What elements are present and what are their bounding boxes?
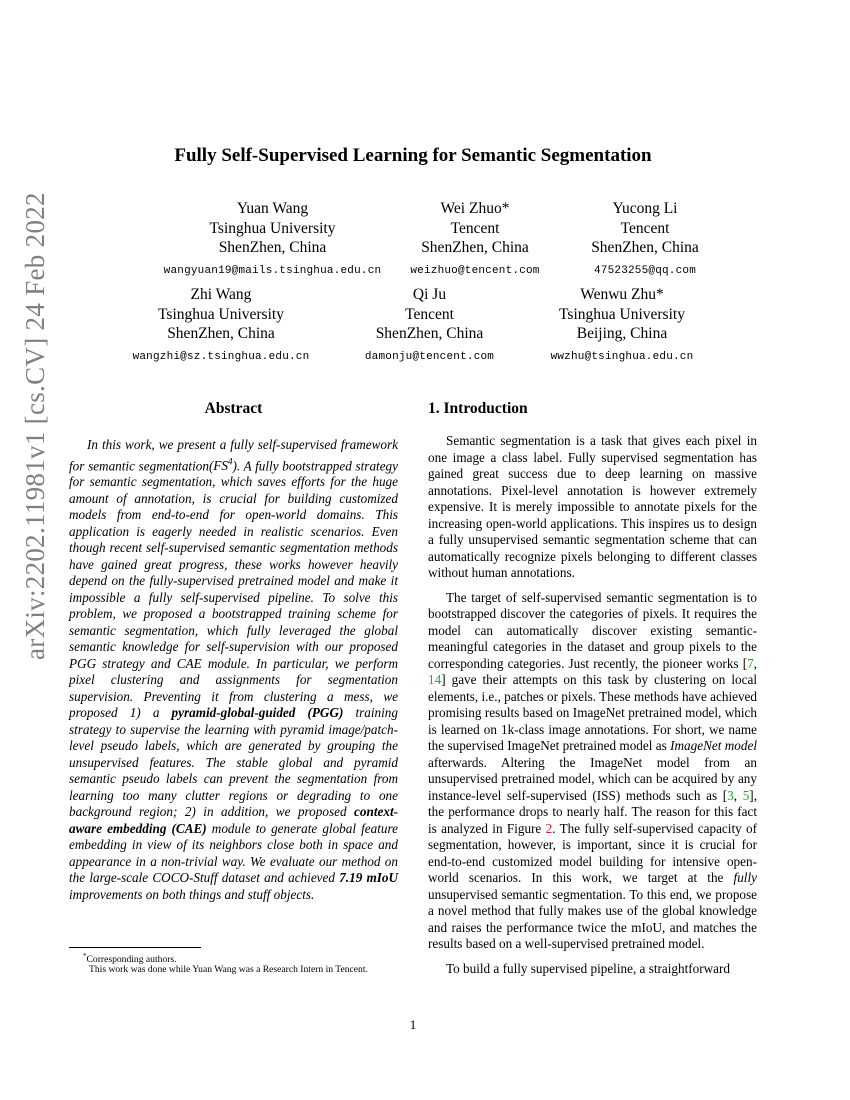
cae-term: context-aware embedding (CAE) — [69, 804, 398, 836]
author-affiliation: Tsinghua University — [559, 305, 685, 323]
citation-link[interactable]: 14 — [428, 672, 442, 687]
arxiv-identifier: arXiv:2202.11981v1 [cs.CV] 24 Feb 2022 — [20, 192, 50, 660]
author-name: Wei Zhuo* — [440, 200, 510, 217]
introduction-heading: 1. Introduction — [428, 400, 528, 417]
author-email[interactable]: 47523255@qq.com — [593, 264, 697, 277]
citation-link[interactable]: 3 — [727, 787, 734, 803]
author-email[interactable]: wangyuan19@mails.tsinghua.edu.cn — [163, 264, 382, 277]
author-location: ShenZhen, China — [218, 239, 327, 256]
author-location: ShenZhen, China — [421, 239, 529, 256]
author-name: Yuan Wang — [236, 200, 309, 217]
author-affiliation: Tsinghua University — [158, 305, 284, 323]
author-location: ShenZhen, China — [591, 239, 699, 256]
citation-link[interactable]: 7 — [747, 655, 754, 671]
author-email[interactable]: damonju@tencent.com — [364, 350, 495, 363]
author-block — [100, 285, 342, 367]
author-block — [570, 199, 720, 281]
citation-link[interactable]: 5 — [742, 787, 750, 803]
author-block — [527, 285, 717, 367]
author-name: Qi Ju — [412, 286, 447, 303]
intro-paragraph: To build a fully supervised pipeline, a straightforward — [446, 960, 731, 976]
fs4-math: $FS^4$ — [213, 456, 233, 473]
miou-result: 7.19 mIoU — [339, 870, 399, 886]
author-block — [342, 285, 517, 367]
author-block — [380, 199, 570, 281]
author-affiliation: Tencent — [450, 219, 500, 237]
intro-paragraph: Semantic segmentation is a task that gives each pixel in one image a class label. Fully supervised segmentation has gained great success due to deep learning on massive annotations. Pixel-level annotation is however extremely expensive. It is merely impossible to annotate pixels for the increasing open-world applications. This inspires us to design a fully unsupervised semantic segmentation scheme that can automatically recognize pixels belonging to different classes without human annotations. — [428, 433, 757, 580]
author-location: ShenZhen, China — [375, 325, 484, 342]
author-location: ShenZhen, China — [167, 325, 275, 342]
author-affiliation: Tsinghua University — [209, 219, 336, 237]
intro-paragraph: The target of self-supervised semantic segmentation is to bootstrapped discover the categories of pixels. It requires the model can automatically discover existing semantic-meaningful categories in the dataset and group pixels to the corresponding categories. Just recently, the pioneer works [7, 14] gave their attempts on this task by clustering on local elements, i.e., patches or pixels. These methods have achieved promising results based on ImageNet pretrained model, which is learned on 1k-class image annotations. For short, we name the supervised ImageNet pretrained model as ImageNet model afterwards. Altering the ImageNet model from an unsupervised pretrained model, which can be acquired by any instance-level self-supervised (ISS) methods such as [3, 5], the performance drops to nearly half. The reason for this fact is analyzed in Figure 2. The fully self-supervised capacity of segmentation, however, is important, since it is crucial for end-to-end customized model building for intensive open-world scenarios. In this work, we target at the fully unsupervised semantic segmentation. To this end, we propose a novel method that fully makes use of the global knowledge and raises the performance twice the mIoU, and matches the results based on a well-supervised pretrained model. — [428, 589, 757, 951]
introduction-body — [428, 433, 757, 985]
author-name: Yucong Li — [612, 200, 678, 217]
footnote-rule — [69, 947, 201, 948]
page-number: 1 — [409, 1017, 417, 1032]
abstract-heading: Abstract — [204, 400, 263, 417]
footnote-mark: * — [83, 952, 87, 960]
author-location: Beijing, China — [576, 325, 668, 342]
author-name: Zhi Wang — [190, 286, 252, 303]
abstract-body — [69, 437, 398, 903]
author-affiliation: Tencent — [405, 305, 454, 323]
figure-link[interactable]: 2 — [545, 820, 553, 836]
footnote-corresponding: *Corresponding authors. — [83, 952, 177, 966]
author-name: Wenwu Zhu* — [580, 286, 664, 303]
author-affiliation: Tencent — [620, 219, 670, 237]
abstract-paragraph: In this work, we present a fully self-supervised framework for semantic $segmentation(FS^4)$. A fully bootstrapped strategy for semantic segmentation, which saves efforts for the huge amount of annotation, is crucial for building customized models from end-to-end for open-world domains. This application is eagerly needed in realistic scenarios. Even though recent self-supervised semantic segmentation methods have gained great progress, these works however heavily depend on the fully-supervised pretrained model and make it impossible a fully self-supervised pipeline. To solve this problem, we proposed a bootstrapped training scheme for semantic segmentation, which fully leveraged the global semantic knowledge for self-supervision with our proposed PGG strategy and CAE module. In particular, we perform pixel clustering and assignments for segmentation supervision. Preventing it from clustering a mess, we proposed 1) a pyramid-global-guided (PGG) training strategy to supervise the learning with pyramid image/patch-level pseudo labels, which are generated by grouping the unsupervised features. The stable global and pyramid semantic pseudo labels can prevent the segmentation from learning too many clutter regions or degrading to one background region; 2) in addition, we proposed context-aware embedding (CAE) module to generate global feature embedding in view of its neighbors close both in space and appearance in a non-trivial way. We evaluate our method on the large-scale COCO-Stuff dataset and achieved 7.19 mIoU improvements on both things and stuff objects. — [69, 437, 399, 902]
author-email[interactable]: wwzhu@tsinghua.edu.cn — [550, 350, 694, 363]
author-email[interactable]: wangzhi@sz.tsinghua.edu.cn — [132, 350, 310, 363]
paper-title: Fully Self-Supervised Learning for Semantic Segmentation — [174, 145, 652, 166]
pgg-term: pyramid-global-guided (PGG) — [171, 705, 344, 721]
footnote-intern-note: This work was done while Yuan Wang was a Research Intern in Tencent. — [89, 964, 368, 975]
author-email[interactable]: weizhuo@tencent.com — [410, 264, 540, 277]
